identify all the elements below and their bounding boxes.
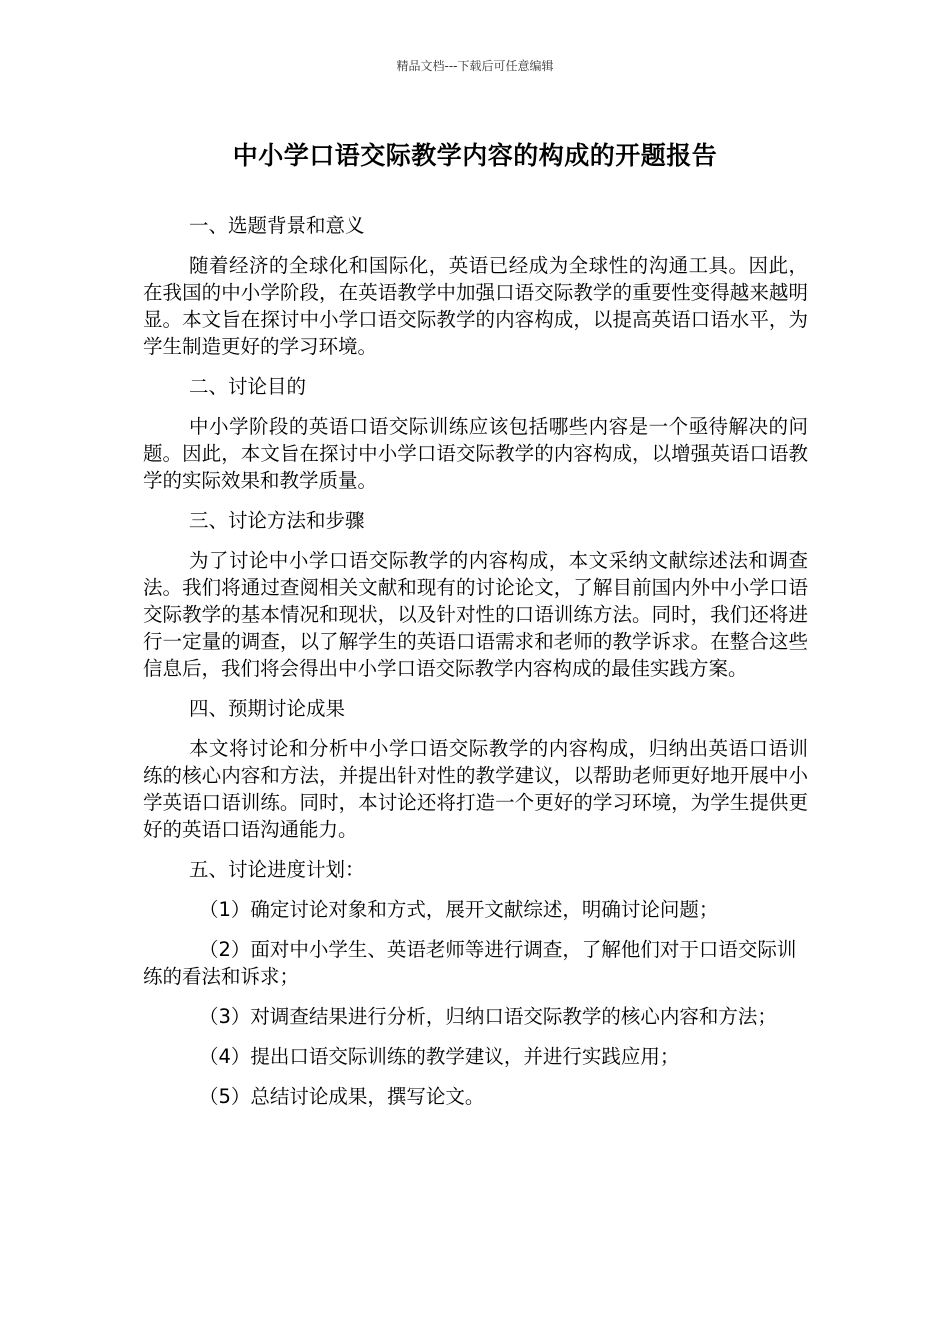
section-paragraph-methods: 为了讨论中小学口语交际教学的内容构成，本文采纳文献综述法和调查法。我们将通过查阅相关文献和现有的讨论论文，了解目前国内外中小学口语交际教学的基本情况和现状，以及针对性的口语训练方法。同时，我们还将进行一定量的调查，以了解学生的英语口语需求和老师的教学诉求。在整合这些信息后，我们将会得出中小学口语交际教学内容构成的最佳实践方案。 [143, 549, 808, 680]
document-title: 中小学口语交际教学内容的构成的开题报告 [232, 141, 718, 170]
section-heading-schedule: 五、讨论进度计划： [189, 858, 365, 881]
section-heading-background: 一、选题背景和意义 [189, 214, 365, 237]
page-header-watermark: 精品文档---下载后可任意编辑 [396, 59, 554, 73]
schedule-item: （1）确定讨论对象和方式，展开文献综述，明确讨论问题； [199, 898, 719, 921]
section-heading-methods: 三、讨论方法和步骤 [189, 509, 365, 532]
section-paragraph-purpose: 中小学阶段的英语口语交际训练应该包括哪些内容是一个亟待解决的问题。因此，本文旨在探讨中小学口语交际教学的内容构成，以增强英语口语教学的实际效果和教学质量。 [143, 415, 808, 492]
document-body [143, 212, 808, 1123]
section-heading-purpose: 二、讨论目的 [189, 375, 307, 398]
schedule-item: （5）总结讨论成果，撰写论文。 [199, 1085, 485, 1108]
schedule-item: （2）面对中小学生、英语老师等进行调查，了解他们对于口语交际训练的看法和诉求； [143, 938, 797, 988]
section-paragraph-background: 随着经济的全球化和国际化，英语已经成为全球性的沟通工具。因此，在我国的中小学阶段，在英语教学中加强口语交际教学的重要性变得越来越明显。本文旨在探讨中小学口语交际教学的内容构成，以提高英语口语水平，为学生制造更好的学习环境。 [143, 254, 808, 358]
schedule-item: （4）提出口语交际训练的教学建议，并进行实践应用； [199, 1045, 680, 1068]
schedule-item: （3）对调查结果进行分析，归纳口语交际教学的核心内容和方法； [199, 1005, 777, 1028]
section-heading-expected-results: 四、预期讨论成果 [189, 697, 346, 720]
section-paragraph-expected-results: 本文将讨论和分析中小学口语交际教学的内容构成，归纳出英语口语训练的核心内容和方法，并提出针对性的教学建议，以帮助老师更好地开展中小学英语口语训练。同时，本讨论还将打造一个更好的学习环境，为学生提供更好的英语口语沟通能力。 [143, 737, 808, 841]
